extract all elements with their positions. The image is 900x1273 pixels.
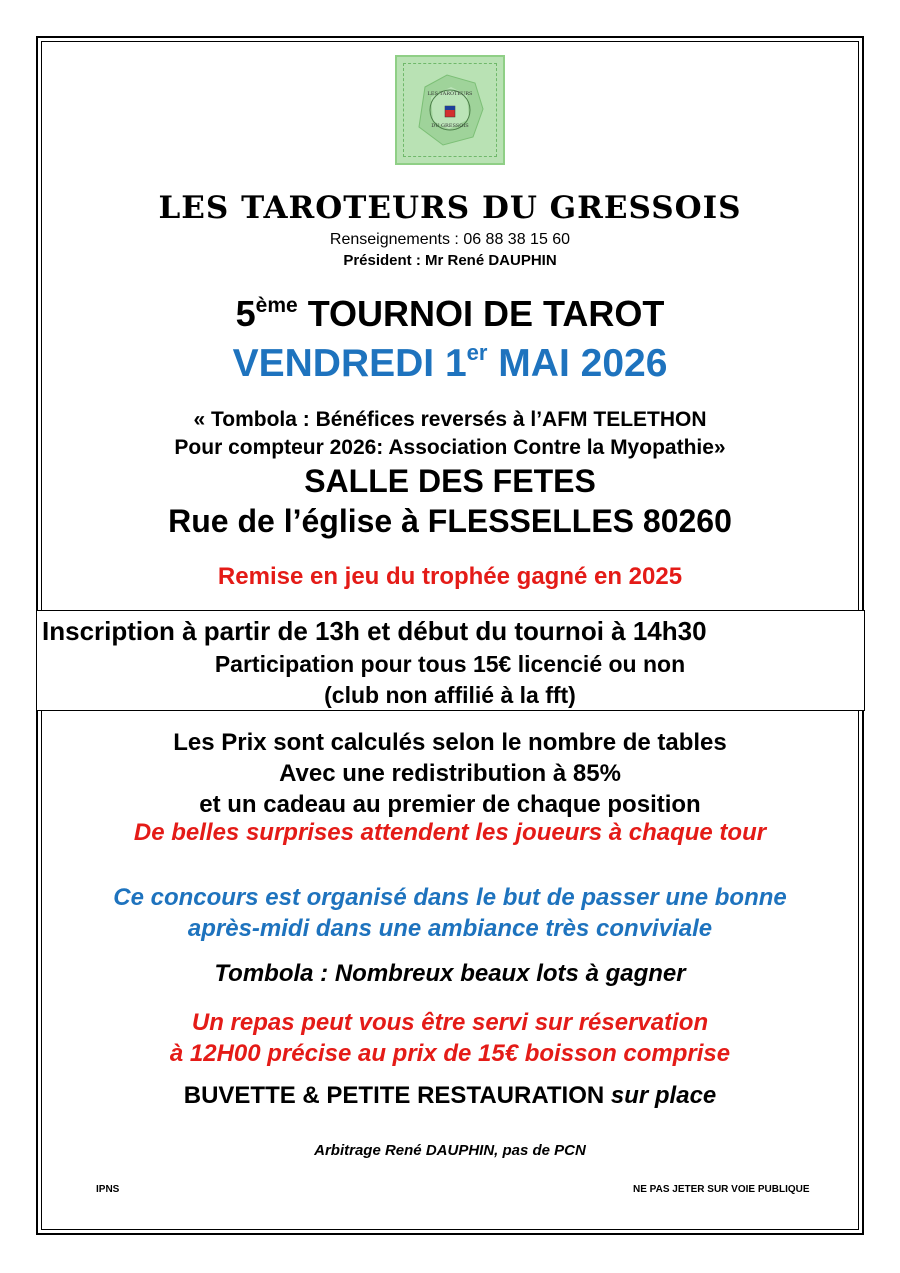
tournament-date: VENDREDI 1er MAI 2026 — [232, 340, 668, 385]
tombola-prizes: Tombola : Nombreux beaux lots à gagner — [214, 960, 686, 987]
buvette-line: BUVETTE & PETITE RESTAURATION sur place — [183, 1082, 717, 1109]
logo-text-top: LES TAROTEURS — [427, 91, 473, 97]
president-line: Président : Mr René DAUPHIN — [343, 252, 557, 269]
meal-text: Un repas peut vous être servi sur réservation à 12H00 précise au prix de 15€ boisson comprise — [169, 1009, 731, 1067]
tournament-title: 5ème TOURNOI DE TAROT — [235, 293, 665, 334]
venue-address: Rue de l’église à FLESSELLES 80260 — [168, 503, 732, 539]
contact-info: Renseignements : 06 88 38 15 60 — [329, 231, 571, 248]
footer-ipns: IPNS — [96, 1184, 120, 1195]
club-logo — [395, 55, 505, 165]
registration-time: Inscription à partir de 13h et début du tournoi à 14h30 — [42, 616, 707, 646]
registration-fee: Participation pour tous 15€ licencié ou non (club non affilié à la fft) — [214, 651, 686, 708]
tombola-benefits: « Tombola : Bénéfices reversés à l’AFM TELETHON Pour compteur 2026: Association Contre la Myopathie» — [174, 408, 726, 459]
contest-text: Ce concours est organisé dans le but de passer une bonne après-midi dans une ambiance très conviviale — [113, 884, 787, 942]
arbitrage-line: Arbitrage René DAUPHIN, pas de PCN — [314, 1142, 586, 1159]
logo-text-bottom: DU GRESSOIS — [431, 123, 469, 129]
trophy-line: Remise en jeu du trophée gagné en 2025 — [217, 563, 683, 590]
venue-hall: SALLE DES FETES — [304, 463, 596, 499]
surprises-line: De belles surprises attendent les joueurs à chaque tour — [133, 819, 767, 846]
club-name: LES TAROTEURS DU GRESSOIS — [158, 190, 742, 226]
club-logo-icon — [397, 57, 503, 163]
footer-notice: NE PAS JETER SUR VOIE PUBLIQUE — [633, 1184, 810, 1195]
prizes-text: Les Prix sont calculés selon le nombre de tables Avec une redistribution à 85% et un cadeau au premier de chaque position — [173, 729, 727, 818]
venue — [0, 461, 900, 541]
